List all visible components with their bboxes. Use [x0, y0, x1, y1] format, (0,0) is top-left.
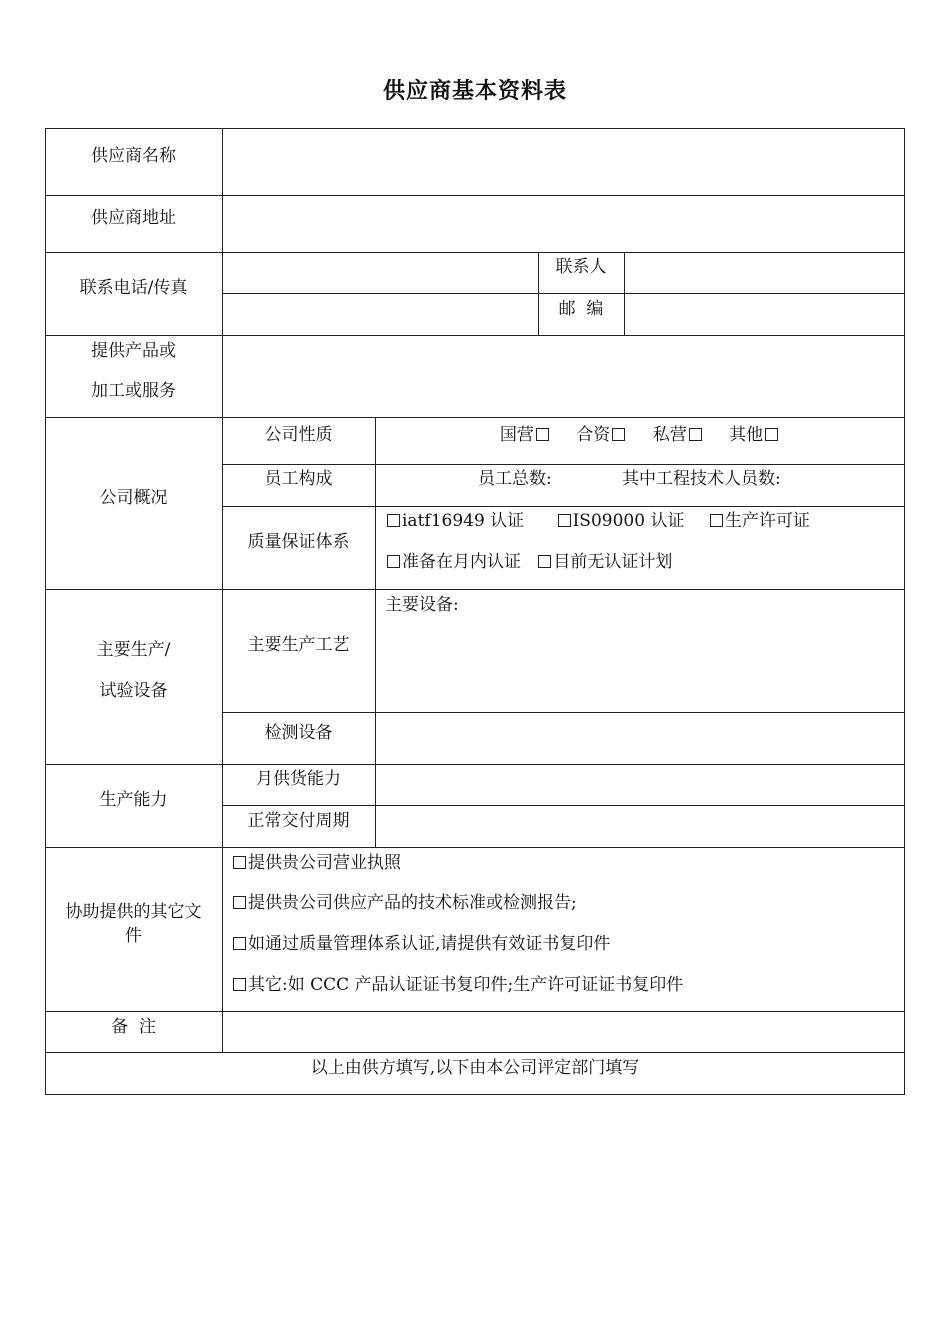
grid-line [45, 128, 46, 1095]
checkbox[interactable] [536, 428, 549, 441]
checkbox[interactable] [387, 555, 400, 568]
staff-total-label: 员工总数: [478, 469, 552, 489]
grid-line [222, 506, 905, 507]
remarks-field[interactable] [223, 1012, 904, 1052]
document-item[interactable]: 如通过质量管理体系认证,请提供有效证书复印件 [231, 933, 610, 955]
option-certify-within-month[interactable]: 准备在月内认证 [385, 552, 521, 572]
supplier-address-field[interactable] [223, 196, 904, 252]
delivery-cycle-field[interactable] [376, 806, 904, 847]
grid-line [222, 464, 905, 465]
grid-line [45, 1094, 905, 1095]
checkbox[interactable] [612, 428, 625, 441]
grid-line [45, 417, 905, 418]
inspection-equipment-label: 检测设备 [264, 723, 333, 743]
staff-engineers-label: 其中工程技术人员数: [622, 469, 781, 489]
checkbox[interactable] [233, 978, 246, 991]
checkbox[interactable] [765, 428, 778, 441]
quality-options-row2 [385, 551, 672, 573]
option-state-owned[interactable]: 国营 [500, 424, 551, 446]
quality-system-label: 质量保证体系 [247, 532, 350, 552]
main-process-label: 主要生产工艺 [247, 635, 350, 655]
checkbox[interactable] [538, 555, 551, 568]
grid-line [45, 1052, 905, 1053]
checkbox[interactable] [233, 937, 246, 950]
products-label-line1: 提供产品或 [91, 341, 176, 361]
option-production-license[interactable]: 生产许可证 [708, 511, 810, 531]
option-iso9000[interactable]: IS09000 认证 [556, 511, 685, 531]
option-iatf16949[interactable]: iatf16949 认证 [385, 511, 524, 531]
products-label-line2: 加工或服务 [91, 381, 176, 401]
option-joint-venture[interactable]: 合资 [576, 424, 627, 446]
main-equipment-field[interactable] [376, 618, 904, 712]
fax-field[interactable] [223, 294, 538, 335]
option-private[interactable]: 私营 [653, 424, 704, 446]
inspection-equipment-field[interactable] [376, 713, 904, 764]
grid-line [45, 589, 905, 590]
company-nature-label: 公司性质 [264, 425, 333, 445]
document-item[interactable]: 提供贵公司营业执照 [231, 852, 401, 874]
company-overview-label: 公司概况 [99, 488, 168, 508]
capacity-label: 生产能力 [99, 790, 168, 810]
phone-field[interactable] [223, 253, 538, 293]
checkbox[interactable] [233, 896, 246, 909]
grid-line [45, 847, 905, 848]
checkbox[interactable] [689, 428, 702, 441]
document-item[interactable]: 其它:如 CCC 产品认证证书复印件;生产许可证证书复印件 [231, 974, 683, 996]
grid-line [904, 128, 905, 1095]
postcode-field[interactable] [625, 294, 904, 335]
checkbox[interactable] [233, 856, 246, 869]
production-label-line1: 主要生产/ [96, 640, 171, 660]
supplier-name-label: 供应商名称 [91, 146, 176, 166]
other-docs-label-line2: 件 [125, 926, 142, 946]
monthly-supply-field[interactable] [376, 765, 904, 805]
phone-fax-label: 联系电话/传真 [79, 278, 188, 298]
checkbox[interactable] [558, 514, 571, 527]
contact-field[interactable] [625, 253, 904, 293]
supplier-address-label: 供应商地址 [91, 208, 176, 228]
option-other[interactable]: 其他 [729, 424, 780, 446]
main-equipment-label: 主要设备: [385, 595, 459, 615]
footer-note: 以上由供方填写,以下由本公司评定部门填写 [310, 1058, 640, 1078]
production-label-line2: 试验设备 [99, 681, 168, 701]
quality-options-row1 [385, 510, 810, 532]
option-no-certification-plan[interactable]: 目前无认证计划 [536, 552, 672, 572]
postcode-label: 邮 编 [558, 299, 604, 319]
checkbox[interactable] [387, 514, 400, 527]
delivery-cycle-label: 正常交付周期 [247, 811, 350, 831]
staff-label: 员工构成 [264, 469, 333, 489]
monthly-supply-label: 月供货能力 [256, 769, 341, 789]
contact-label: 联系人 [555, 257, 607, 277]
other-docs-label-line1: 协助提供的其它文 [65, 902, 202, 922]
remarks-label: 备 注 [111, 1017, 156, 1037]
document-item[interactable]: 提供贵公司供应产品的技术标准或检测报告; [231, 892, 577, 914]
products-field[interactable] [223, 336, 904, 417]
supplier-name-field[interactable] [223, 129, 904, 195]
page-title: 供应商基本资料表 [382, 79, 567, 104]
checkbox[interactable] [710, 514, 723, 527]
company-nature-options [376, 424, 904, 446]
